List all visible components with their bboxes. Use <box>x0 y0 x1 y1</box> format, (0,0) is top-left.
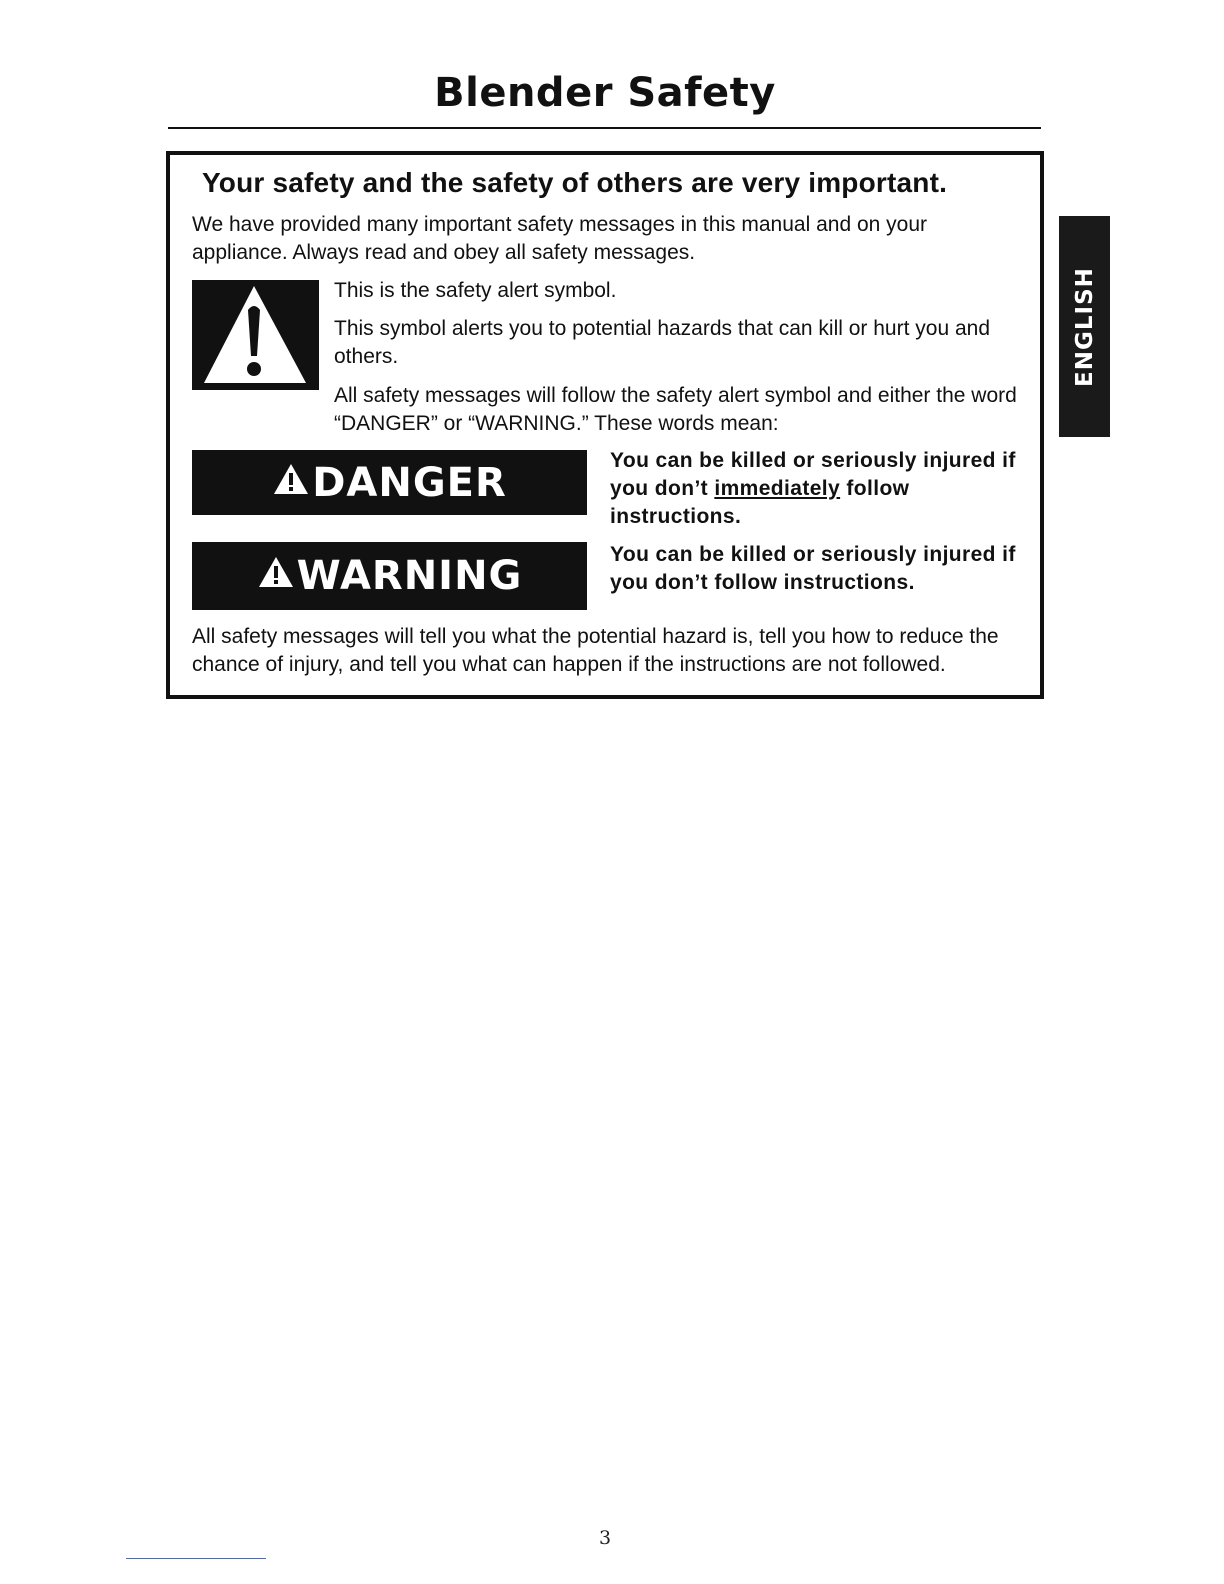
danger-meaning-part2: follow instructions. <box>610 477 910 528</box>
footnote-divider <box>126 1558 266 1559</box>
page-number: 3 <box>598 1527 612 1549</box>
symbol-description-2: This symbol alerts you to potential hazards that can kill or hurt you and others. <box>334 317 991 368</box>
danger-meaning-emphasis: immediately <box>714 477 841 500</box>
danger-meaning <box>610 447 1030 531</box>
language-tab <box>1059 216 1110 437</box>
symbol-description-3: All safety messages will follow the safety alert symbol and either the word “DANGER” or “WARNING.” These words mean: <box>334 384 1017 435</box>
safety-intro-text: We have provided many important safety messages in this manual and on your appliance. Always read and obey all safety messages. <box>192 213 927 264</box>
warning-meaning: You can be killed or seriously injured if you don’t follow instructions. <box>610 543 1016 594</box>
language-tab-label: ENGLISH <box>1071 266 1098 387</box>
title-divider <box>168 127 1041 129</box>
symbol-description-1: This is the safety alert symbol. <box>334 279 617 302</box>
safety-box-heading: Your safety and the safety of others are very important. <box>202 167 948 198</box>
page-title: Blender Safety <box>434 70 776 116</box>
danger-label: DANGER <box>312 459 507 506</box>
warning-signal-panel <box>192 542 587 610</box>
danger-signal-panel <box>192 450 587 515</box>
warning-triangle-icon <box>272 460 310 506</box>
safety-alert-triangle-icon <box>192 280 319 390</box>
warning-label: WARNING <box>296 553 523 599</box>
safety-closing-text: All safety messages will tell you what the potential hazard is, tell you how to reduce the chance of injury, and tell you what can happen if the instructions are not followed. <box>192 625 999 676</box>
danger-meaning-part1: You can be killed or seriously injured if you don’t <box>610 449 1016 500</box>
safety-message-box <box>166 151 1044 699</box>
warning-triangle-icon <box>257 553 295 599</box>
